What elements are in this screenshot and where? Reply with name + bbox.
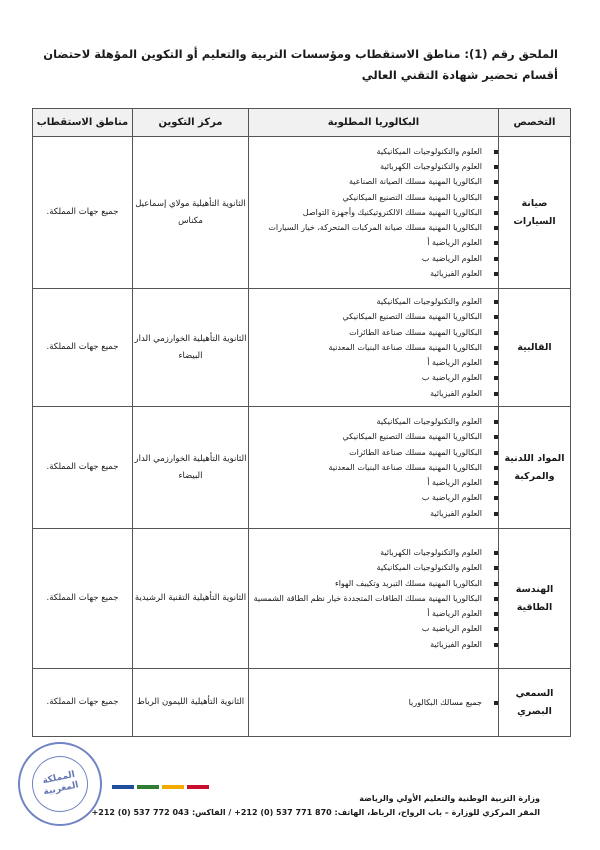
header-bac: البكالوريا المطلوبة (249, 109, 499, 137)
square-bullet-icon (494, 612, 498, 616)
table-row (33, 669, 571, 737)
bac-list (249, 414, 498, 521)
bac-list-item (249, 294, 498, 309)
bac-item-text: العلوم الرياضية ب (421, 493, 482, 503)
bac-list-item (249, 606, 498, 621)
bac-list-item (249, 637, 498, 652)
bac-item-text: البكالوريا المهنية مسلك التبريد وتكييف الهواء (334, 578, 482, 588)
bac-item-text: البكالوريا المهنية مسلك صيانة المركبات المتحركة، خيار السيارات (268, 223, 482, 233)
footer-color-bar (112, 785, 209, 789)
bac-item-text: العلوم الرياضية أ (427, 358, 482, 368)
bac-list-item (249, 445, 498, 460)
bac-list-item (249, 235, 498, 250)
header-center: مركز التكوين (133, 109, 249, 137)
table-body (33, 137, 571, 737)
square-bullet-icon (494, 551, 498, 555)
bac-list-item (249, 266, 498, 281)
bac-list-item (249, 144, 498, 159)
bac-list-item (249, 490, 498, 505)
square-bullet-icon (494, 392, 498, 396)
bac-list-item (249, 370, 498, 385)
bac-list-item (249, 576, 498, 591)
square-bullet-icon (494, 566, 498, 570)
square-bullet-icon (494, 315, 498, 319)
bac-list-item (249, 621, 498, 636)
bac-cell (249, 137, 499, 289)
official-stamp (18, 742, 102, 826)
square-bullet-icon (494, 512, 498, 516)
training-center-cell: الثانوية التأهيلية مولاي إسماعيل مكناس (133, 137, 249, 289)
table-row (33, 529, 571, 669)
bac-item-text: البكالوريا المهنية مسلك التصنيع الميكانيكي (342, 192, 482, 202)
stamp-text: المملكة المغربية (41, 769, 80, 798)
annex-table (32, 108, 571, 737)
bac-list-item (249, 386, 498, 401)
bac-cell (249, 407, 499, 529)
page-heading (38, 44, 558, 86)
region-cell: جميع جهات المملكة. (33, 529, 133, 669)
table-row (33, 407, 571, 529)
bac-item-text: البكالوريا المهنية مسلك صناعة الطائرات (349, 327, 482, 337)
table-header-row (33, 109, 571, 137)
square-bullet-icon (494, 582, 498, 586)
bac-list-item (249, 220, 498, 235)
training-center-cell: الثانوية التأهيلية الخوارزمي الدار البيضاء (133, 407, 249, 529)
bac-list (249, 294, 498, 401)
bac-item-text: البكالوريا المهنية مسلك صناعة البنيات المعدنية (328, 462, 482, 472)
bac-list-item (249, 545, 498, 560)
region-cell: جميع جهات المملكة. (33, 289, 133, 407)
bac-list-item (249, 414, 498, 429)
bac-item-text: العلوم الفيزيائية (430, 508, 482, 518)
bac-list-item (249, 560, 498, 575)
bac-item-text: العلوم الرياضية ب (421, 253, 482, 263)
bac-item-text: البكالوريا المهنية مسلك التصنيع الميكانيكي (342, 312, 482, 322)
region-cell: جميع جهات المملكة. (33, 137, 133, 289)
square-bullet-icon (494, 211, 498, 215)
header-specialty: التخصص (499, 109, 571, 137)
bac-item-text: العلوم والتكنولوجيات الميكانيكية (376, 416, 482, 426)
bac-item-text: العلوم والتكنولوجيات الميكانيكية (376, 563, 482, 573)
bac-item-text: العلوم الرياضية أ (427, 478, 482, 488)
bac-list (249, 695, 498, 710)
bac-list-item (249, 355, 498, 370)
bac-item-text: العلوم الفيزيائية (430, 388, 482, 398)
region-cell: جميع جهات المملكة. (33, 407, 133, 529)
bac-item-text: العلوم الرياضية ب (421, 373, 482, 383)
table-row (33, 289, 571, 407)
bac-list-item (249, 475, 498, 490)
specialty-cell: السمعي البصري (499, 669, 571, 737)
square-bullet-icon (494, 346, 498, 350)
bac-item-text: العلوم والتكنولوجيات الميكانيكية (376, 146, 482, 156)
square-bullet-icon (494, 481, 498, 485)
heading-line-2: أقسام تحضير شهادة التقني العالي (361, 68, 558, 82)
bac-item-text: العلوم والتكنولوجيات الكهربائية (380, 547, 482, 557)
square-bullet-icon (494, 420, 498, 424)
bac-list (249, 545, 498, 652)
square-bullet-icon (494, 226, 498, 230)
bac-item-text: البكالوريا المهنية مسلك صناعة الطائرات (349, 447, 482, 457)
footer-bar-green (137, 785, 159, 789)
heading-line-1: الملحق رقم (1): مناطق الاستقطاب ومؤسسات التربية والتعليم أو التكوين المؤهلة لاحتضان (43, 47, 558, 61)
square-bullet-icon (494, 643, 498, 647)
square-bullet-icon (494, 451, 498, 455)
footer-address: المقر المركزي للوزارة – باب الرواح، الرباط، الهاتف: 870 771 537 (0) 212+ / الفاكس: 043 772 537 (0) 212+ (91, 808, 540, 817)
square-bullet-icon (494, 376, 498, 380)
bac-list-item (249, 309, 498, 324)
page-footer (91, 792, 540, 820)
square-bullet-icon (494, 331, 498, 335)
bac-item-text: جميع مسالك البكالوريا (408, 697, 482, 707)
bac-list-item (249, 506, 498, 521)
bac-list-item (249, 190, 498, 205)
specialty-cell: صيانة السيارات (499, 137, 571, 289)
bac-list-item (249, 325, 498, 340)
bac-cell (249, 289, 499, 407)
bac-list-item (249, 174, 498, 189)
bac-list-item (249, 251, 498, 266)
bac-list-item (249, 429, 498, 444)
specialty-cell: الهندسة الطاقية (499, 529, 571, 669)
training-center-cell: الثانوية التأهيلية التقنية الرشيدية (133, 529, 249, 669)
bac-list-item (249, 159, 498, 174)
bac-list-item (249, 340, 498, 355)
square-bullet-icon (494, 241, 498, 245)
square-bullet-icon (494, 300, 498, 304)
bac-item-text: البكالوريا المهنية مسلك صناعة البنيات المعدنية (328, 342, 482, 352)
bac-item-text: العلوم الرياضية ب (421, 624, 482, 634)
training-center-cell: الثانوية التأهيلية الخوارزمي الدار البيضاء (133, 289, 249, 407)
specialty-cell: المواد اللدنية والمركبة (499, 407, 571, 529)
bac-item-text: البكالوريا المهنية مسلك التصنيع الميكانيكي (342, 432, 482, 442)
square-bullet-icon (494, 496, 498, 500)
bac-cell (249, 669, 499, 737)
bac-list-item (249, 205, 498, 220)
square-bullet-icon (494, 597, 498, 601)
bac-item-text: العلوم الرياضية أ (427, 609, 482, 619)
table-row (33, 137, 571, 289)
stamp-center (27, 751, 93, 817)
header-region: مناطق الاستقطاب (33, 109, 133, 137)
training-center-cell: الثانوية التأهيلية الليمون الرباط (133, 669, 249, 737)
bac-item-text: البكالوريا المهنية مسلك الصيانة الصناعية (349, 177, 482, 187)
footer-ministry: وزارة التربية الوطنية والتعليم الأولي والرياضة (359, 794, 540, 803)
bac-list-item (249, 460, 498, 475)
square-bullet-icon (494, 180, 498, 184)
square-bullet-icon (494, 165, 498, 169)
bac-item-text: البكالوريا المهنية مسلك الالكتروتيكنيك وأجهزة التواصل (302, 207, 482, 217)
bac-list-item (249, 695, 498, 710)
footer-bar-yellow (162, 785, 184, 789)
bac-cell (249, 529, 499, 669)
square-bullet-icon (494, 196, 498, 200)
square-bullet-icon (494, 361, 498, 365)
square-bullet-icon (494, 466, 498, 470)
footer-bar-blue (112, 785, 134, 789)
bac-item-text: العلوم والتكنولوجيات الميكانيكية (376, 296, 482, 306)
bac-item-text: العلوم الرياضية أ (427, 238, 482, 248)
square-bullet-icon (494, 435, 498, 439)
specialty-cell: القالبية (499, 289, 571, 407)
bac-item-text: العلوم الفيزيائية (430, 639, 482, 649)
bac-list-item (249, 591, 498, 606)
square-bullet-icon (494, 272, 498, 276)
footer-bar-red (187, 785, 209, 789)
bac-list (249, 144, 498, 282)
square-bullet-icon (494, 257, 498, 261)
region-cell: جميع جهات المملكة. (33, 669, 133, 737)
bac-item-text: البكالوريا المهنية مسلك الطاقات المتجددة خيار نظم الطاقة الشمسية (253, 593, 482, 603)
square-bullet-icon (494, 150, 498, 154)
bac-item-text: العلوم الفيزيائية (430, 269, 482, 279)
bac-item-text: العلوم والتكنولوجيات الكهربائية (380, 161, 482, 171)
square-bullet-icon (494, 701, 498, 705)
square-bullet-icon (494, 627, 498, 631)
